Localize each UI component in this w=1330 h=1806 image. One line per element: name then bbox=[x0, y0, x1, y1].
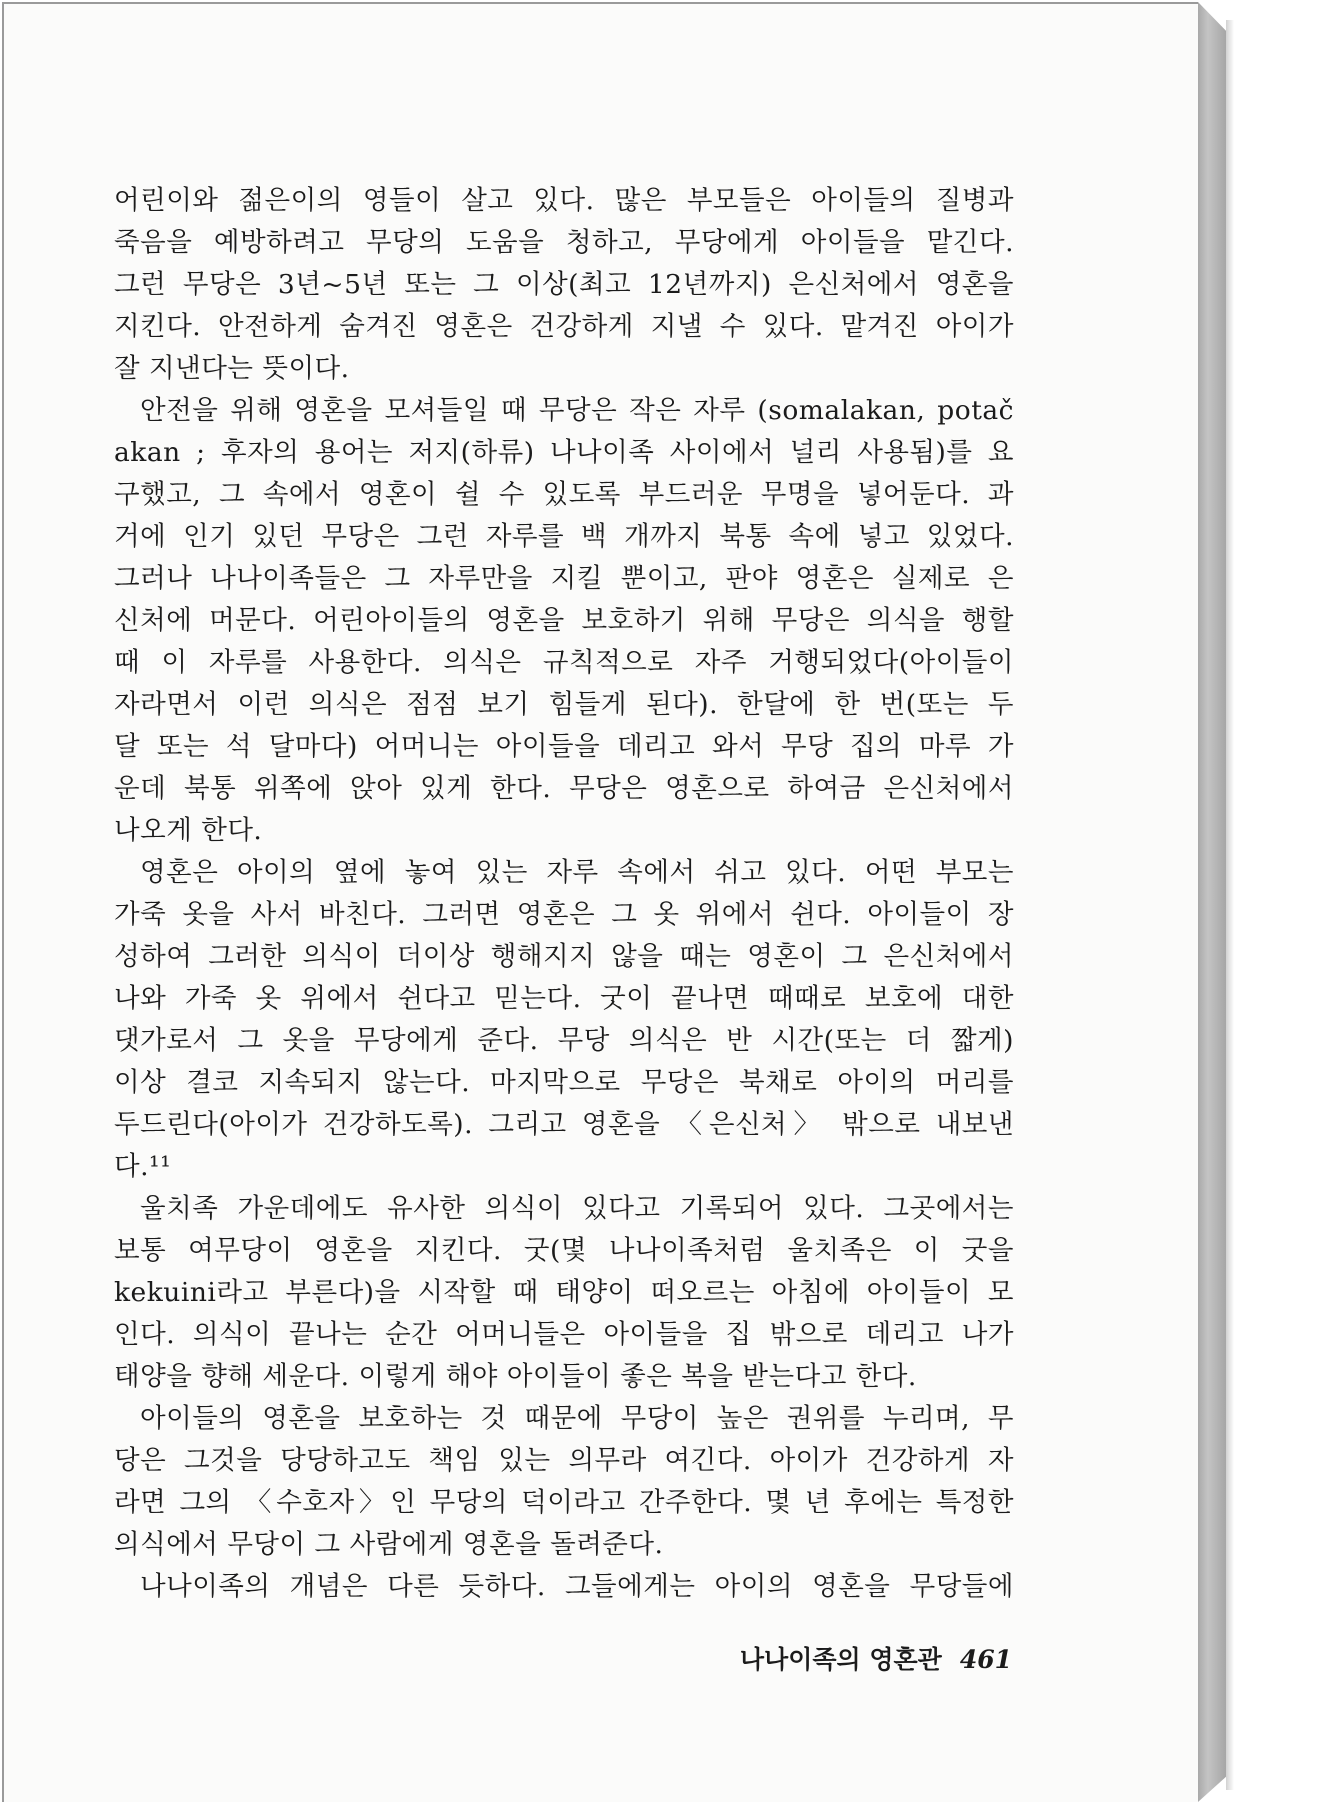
text-line: 죽음을 예방하려고 무당의 도움을 청하고, 무당에게 아이들을 맡긴다. bbox=[114, 227, 1014, 258]
text-line: 라면 그의 〈수호자〉인 무당의 덕이라고 간주한다. 몇 년 후에는 특정한 bbox=[114, 1487, 1014, 1518]
text-line: 신처에 머문다. 어린아이들의 영혼을 보호하기 위해 무당은 의식을 행할 bbox=[114, 605, 1014, 636]
text-line: 이상 결코 지속되지 않는다. 마지막으로 무당은 북채로 아이의 머리를 bbox=[114, 1067, 1014, 1098]
text-line: 보통 여무당이 영혼을 지킨다. 굿(몇 나나이족처럼 울치족은 이 굿을 bbox=[114, 1235, 1014, 1266]
text-line: akan ; 후자의 용어는 저지(하류) 나나이족 사이에서 널리 사용됨)를 요 bbox=[114, 437, 1014, 468]
text-line: 댓가로서 그 옷을 무당에게 준다. 무당 의식은 반 시간(또는 더 짧게) bbox=[114, 1025, 1014, 1056]
text-line: 그러나 나나이족들은 그 자루만을 지킬 뿐이고, 판야 영혼은 실제로 은 bbox=[114, 563, 1014, 594]
running-title: 나나이족의 영혼관 bbox=[739, 1645, 942, 1674]
text-line: 잘 지낸다는 뜻이다. bbox=[114, 353, 350, 384]
text-line: 울치족 가운데에도 유사한 의식이 있다고 기록되어 있다. 그곳에서는 bbox=[140, 1193, 1014, 1224]
text-line: 거에 인기 있던 무당은 그런 자루를 백 개까지 북통 속에 넣고 있었다. bbox=[114, 521, 1014, 552]
text-line: 아이들의 영혼을 보호하는 것 때문에 무당이 높은 권위를 누리며, 무 bbox=[140, 1403, 1014, 1434]
text-line: 구했고, 그 속에서 영혼이 쉴 수 있도록 부드러운 무명을 넣어둔다. 과 bbox=[114, 479, 1014, 510]
text-line: 지킨다. 안전하게 숨겨진 영혼은 건강하게 지낼 수 있다. 맡겨진 아이가 bbox=[114, 311, 1014, 342]
text-line: 달 또는 석 달마다) 어머니는 아이들을 데리고 와서 무당 집의 마루 가 bbox=[114, 731, 1014, 762]
text-line: 안전을 위해 영혼을 모셔들일 때 무당은 작은 자루 (somalakan, potač bbox=[140, 395, 1014, 426]
text-line: 나나이족의 개념은 다른 듯하다. 그들에게는 아이의 영혼을 무당들에 bbox=[140, 1571, 1014, 1602]
text-line: 의식에서 무당이 그 사람에게 영혼을 돌려준다. bbox=[114, 1529, 664, 1560]
text-line: 그런 무당은 3년~5년 또는 그 이상(최고 12년까지) 은신처에서 영혼을 bbox=[114, 269, 1014, 300]
text-line: 때 이 자루를 사용한다. 의식은 규칙적으로 자주 거행되었다(아이들이 bbox=[114, 647, 1014, 678]
text-line: 나와 가죽 옷 위에서 쉰다고 믿는다. 굿이 끝나면 때때로 보호에 대한 bbox=[114, 983, 1014, 1014]
text-line: 가죽 옷을 사서 바친다. 그러면 영혼은 그 옷 위에서 쉰다. 아이들이 장 bbox=[114, 899, 1014, 930]
text-line: 당은 그것을 당당하고도 책임 있는 의무라 여긴다. 아이가 건강하게 자 bbox=[114, 1445, 1014, 1476]
text-line: 인다. 의식이 끝나는 순간 어머니들은 아이들을 집 밖으로 데리고 나가 bbox=[114, 1319, 1014, 1350]
text-line: 운데 북통 위쪽에 앉아 있게 한다. 무당은 영혼으로 하여금 은신처에서 bbox=[114, 773, 1014, 804]
text-line: 다.¹¹ bbox=[114, 1151, 172, 1182]
text-line: 나오게 한다. bbox=[114, 815, 263, 846]
text-line: 태양을 향해 세운다. 이렇게 해야 아이들이 좋은 복을 받는다고 한다. bbox=[114, 1361, 917, 1392]
text-line: 성하여 그러한 의식이 더이상 행해지지 않을 때는 영혼이 그 은신처에서 bbox=[114, 941, 1014, 972]
text-line: 자라면서 이런 의식은 점점 보기 힘들게 된다). 한달에 한 번(또는 두 bbox=[114, 689, 1014, 720]
book-page bbox=[2, 2, 1198, 1802]
text-line: 어린이와 젊은이의 영들이 살고 있다. 많은 부모들은 아이들의 질병과 bbox=[114, 185, 1014, 216]
text-line: 두드린다(아이가 건강하도록). 그리고 영혼을 〈은신처〉 밖으로 내보낸 bbox=[114, 1109, 1014, 1140]
page-edge-shadow bbox=[1226, 20, 1234, 1790]
text-line: 영혼은 아이의 옆에 놓여 있는 자루 속에서 쉬고 있다. 어떤 부모는 bbox=[140, 857, 1014, 888]
page-edge bbox=[1198, 2, 1226, 1802]
body-text bbox=[114, 180, 1014, 1608]
page-number: 461 bbox=[959, 1645, 1012, 1674]
page-footer bbox=[712, 1640, 1012, 1676]
text-line: kekuini라고 부른다)을 시작할 때 태양이 떠오르는 아침에 아이들이 모 bbox=[114, 1277, 1014, 1308]
